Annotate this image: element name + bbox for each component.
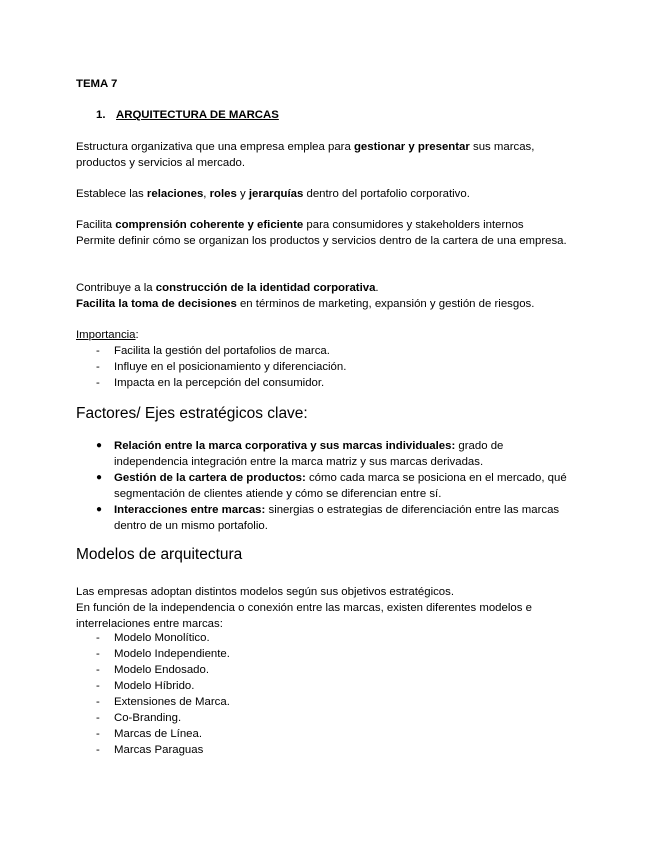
text: Facilita la gestión del portafolios de marca. bbox=[114, 345, 330, 357]
list-item bbox=[76, 694, 576, 710]
text: y bbox=[236, 188, 249, 200]
list-item bbox=[76, 646, 576, 662]
text: grado de independencia integración entre la marca matriz y sus marcas derivadas. bbox=[114, 440, 504, 468]
text: Marcas Paraguas bbox=[114, 744, 204, 756]
paragraph-define: Permite definir cómo se organizan los productos y servicios dentro de la cartera de una empresa. bbox=[76, 235, 567, 247]
section-number: 1. bbox=[96, 109, 106, 121]
list-item bbox=[76, 438, 576, 470]
list-item bbox=[76, 662, 576, 678]
paragraph-decisions bbox=[76, 296, 576, 312]
text: Extensiones de Marca. bbox=[114, 696, 230, 708]
paragraph-definition bbox=[76, 139, 576, 171]
text: Modelo Monolítico. bbox=[114, 632, 210, 644]
bold-text: relaciones bbox=[146, 188, 204, 200]
bullet-marker: ● bbox=[96, 440, 103, 451]
dash-marker: - bbox=[96, 648, 100, 660]
text: Establece las bbox=[76, 188, 147, 200]
text: Facilita bbox=[76, 219, 116, 231]
text: Importancia bbox=[76, 329, 136, 341]
text: cómo cada marca se posiciona en el mercado, qué segmentación de clientes atiende y cómo se diferencian entre sí. bbox=[114, 472, 567, 500]
text: en términos de marketing, expansión y gestión de riesgos. bbox=[236, 298, 535, 310]
paragraph-models-intro: Las empresas adoptan distintos modelos según sus objetivos estratégicos. bbox=[76, 586, 455, 598]
text: Impacta en la percepción del consumidor. bbox=[114, 377, 325, 389]
models-list bbox=[76, 630, 576, 758]
dash-marker: - bbox=[96, 696, 100, 708]
dash-marker: - bbox=[96, 361, 100, 373]
dash-marker: - bbox=[96, 664, 100, 676]
list-item bbox=[76, 359, 576, 375]
list-item bbox=[76, 502, 576, 534]
list-item bbox=[76, 710, 576, 726]
importance-list bbox=[76, 343, 576, 391]
bullet-marker: ● bbox=[96, 504, 103, 515]
list-item bbox=[76, 375, 576, 391]
bold-text: comprensión coherente y eficiente bbox=[115, 219, 304, 231]
list-item bbox=[76, 630, 576, 646]
section-title: ARQUITECTURA DE MARCAS bbox=[116, 109, 279, 121]
text: para consumidores y stakeholders internos bbox=[303, 219, 524, 231]
dash-marker: - bbox=[96, 712, 100, 724]
text: Co-Branding. bbox=[114, 712, 182, 724]
models-heading: Modelos de arquitectura bbox=[76, 546, 243, 563]
dash-marker: - bbox=[96, 744, 100, 756]
text: dentro del portafolio corporativo. bbox=[303, 188, 470, 200]
list-item bbox=[76, 726, 576, 742]
bold-text: Interacciones entre marcas: bbox=[114, 504, 266, 516]
factors-list bbox=[76, 438, 576, 534]
paragraph-models-independence: En función de la independencia o conexión entre las marcas, existen diferentes modelos e interrelaciones entre marcas: bbox=[76, 602, 532, 630]
text: sinergias o estrategias de diferenciación entre las marcas dentro de un mismo portafolio. bbox=[114, 504, 560, 532]
text: , bbox=[203, 188, 210, 200]
dash-marker: - bbox=[96, 728, 100, 740]
bold-text: construcción de la identidad corporativa bbox=[155, 282, 376, 294]
text: Contribuye a la bbox=[76, 282, 156, 294]
list-item bbox=[76, 343, 576, 359]
list-item bbox=[76, 742, 576, 758]
topic-title: TEMA 7 bbox=[76, 78, 118, 90]
section-heading bbox=[96, 107, 596, 123]
factors-heading: Factores/ Ejes estratégicos clave: bbox=[76, 405, 308, 422]
dash-marker: - bbox=[96, 680, 100, 692]
text: Influye en el posicionamiento y diferenciación. bbox=[114, 361, 347, 373]
text: Modelo Independiente. bbox=[114, 648, 230, 660]
text: . bbox=[375, 282, 379, 294]
paragraph-identity bbox=[76, 280, 576, 296]
list-item bbox=[76, 678, 576, 694]
bold-text: Gestión de la cartera de productos: bbox=[114, 472, 306, 484]
dash-marker: - bbox=[96, 345, 100, 357]
importance-label bbox=[76, 327, 576, 343]
dash-marker: - bbox=[96, 632, 100, 644]
text: : bbox=[135, 329, 139, 341]
dash-marker: - bbox=[96, 377, 100, 389]
bold-text: jerarquías bbox=[248, 188, 304, 200]
bold-text: Relación entre la marca corporativa y sus marcas individuales: bbox=[114, 440, 456, 452]
bullet-marker: ● bbox=[96, 472, 103, 483]
text: Estructura organizativa que una empresa emplea para bbox=[76, 141, 354, 153]
text: Modelo Endosado. bbox=[114, 664, 209, 676]
bold-text: Facilita la toma de decisiones bbox=[76, 298, 237, 310]
text: sus marcas, productos y servicios al mercado. bbox=[76, 141, 535, 169]
bold-text: roles bbox=[209, 188, 237, 200]
paragraph-comprehension bbox=[76, 217, 576, 233]
text: Modelo Híbrido. bbox=[114, 680, 195, 692]
list-item bbox=[76, 470, 576, 502]
paragraph-relations bbox=[76, 186, 576, 202]
bold-text: gestionar y presentar bbox=[353, 141, 470, 153]
text: Marcas de Línea. bbox=[114, 728, 203, 740]
